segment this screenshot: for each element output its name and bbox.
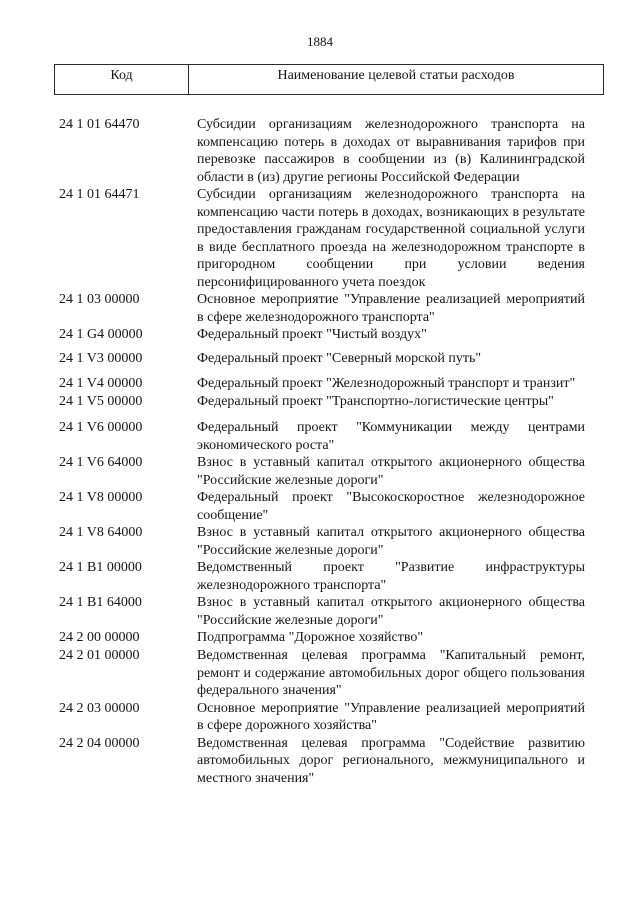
table-row <box>0 700 640 735</box>
row-name: Основное мероприятие "Управление реализацией мероприятий в сфере дорожного хозяйства" <box>197 700 585 733</box>
table-row <box>0 629 640 647</box>
row-name: Субсидии организациям железнодорожного транспорта на компенсацию потерь в доходах от выравнивания тарифов при перевозке пассажиров в сообщении из (в) Калининградской области в (из) другие регионы Российской Федерации <box>197 117 585 185</box>
row-code: 24 1 G4 00000 <box>59 327 143 342</box>
row-name: Федеральный проект "Коммуникации между центрами экономического роста" <box>197 420 585 453</box>
row-code: 24 2 00 00000 <box>59 630 140 645</box>
table-row <box>0 647 640 700</box>
row-code: 24 2 03 00000 <box>59 700 140 716</box>
row-name: Подпрограмма "Дорожное хозяйство" <box>197 630 424 645</box>
row-name: Взнос в уставный капитал открытого акционерного общества "Российские железные дороги" <box>197 525 585 558</box>
row-name: Федеральный проект "Чистый воздух" <box>197 327 427 342</box>
table-row <box>0 186 640 291</box>
row-code: 24 1 V3 00000 <box>59 351 143 366</box>
table-row <box>0 735 640 788</box>
row-code: 24 1 V6 64000 <box>59 455 143 470</box>
row-name: Субсидии организациям железнодорожного транспорта на компенсацию части потерь в доходах, возникающих в результате предоставления гражданам государственной социальной услуги в виде бесплатного проезда на железнодорожном транспорте в пригородном сообщении при условии ведения персонифицированного учета поездок <box>197 187 585 290</box>
header-name: Наименование целевой статьи расходов <box>277 68 515 83</box>
row-code: 24 1 03 00000 <box>59 292 140 307</box>
row-code: 24 2 04 00000 <box>59 735 140 751</box>
expense-items-list <box>0 116 640 787</box>
row-code: 24 1 B1 64000 <box>59 595 142 610</box>
row-code: 24 1 V5 00000 <box>59 394 143 409</box>
table-header <box>54 64 604 95</box>
row-name: Федеральный проект "Северный морской путь" <box>197 351 482 366</box>
table-row <box>0 559 640 594</box>
table-row <box>0 454 640 489</box>
row-name: Ведомственная целевая программа "Капитальный ремонт, ремонт и содержание автомобильных дорог общего пользования федерального значения" <box>197 648 585 698</box>
table-row <box>0 594 640 629</box>
row-code: 24 1 V4 00000 <box>59 376 143 391</box>
table-row <box>0 375 640 393</box>
table-row <box>0 116 640 186</box>
row-name: Федеральный проект "Транспортно-логистические центры" <box>197 394 554 409</box>
table-row <box>0 524 640 559</box>
table-row <box>0 326 640 344</box>
row-code: 24 1 01 64470 <box>59 117 140 132</box>
row-code: 24 1 B1 00000 <box>59 560 142 575</box>
row-name: Основное мероприятие "Управление реализацией мероприятий в сфере железнодорожного транспорта" <box>197 292 585 325</box>
row-name: Федеральный проект "Железнодорожный транспорт и транзит" <box>197 376 576 391</box>
row-name: Ведомственная целевая программа "Содействие развитию автомобильных дорог регионального, межмуниципального и местного значения" <box>197 735 585 786</box>
row-code: 24 1 V6 00000 <box>59 420 143 435</box>
table-row <box>0 419 640 454</box>
row-name: Федеральный проект "Высокоскоростное железнодорожное сообщение" <box>197 490 585 523</box>
page-number: 1884 <box>307 34 333 49</box>
row-name: Взнос в уставный капитал открытого акционерного общества "Российские железные дороги" <box>197 595 585 628</box>
row-code: 24 1 V8 00000 <box>59 490 143 505</box>
row-code: 24 2 01 00000 <box>59 648 140 663</box>
row-code: 24 1 V8 64000 <box>59 525 143 540</box>
table-row <box>0 291 640 326</box>
row-name: Взнос в уставный капитал открытого акционерного общества "Российские железные дороги" <box>197 455 585 488</box>
row-code: 24 1 01 64471 <box>59 187 140 202</box>
table-row <box>0 350 640 368</box>
row-name: Ведомственный проект "Развитие инфраструктуры железнодорожного транспорта" <box>197 560 585 593</box>
header-code: Код <box>55 65 189 94</box>
table-row <box>0 393 640 411</box>
table-row <box>0 489 640 524</box>
